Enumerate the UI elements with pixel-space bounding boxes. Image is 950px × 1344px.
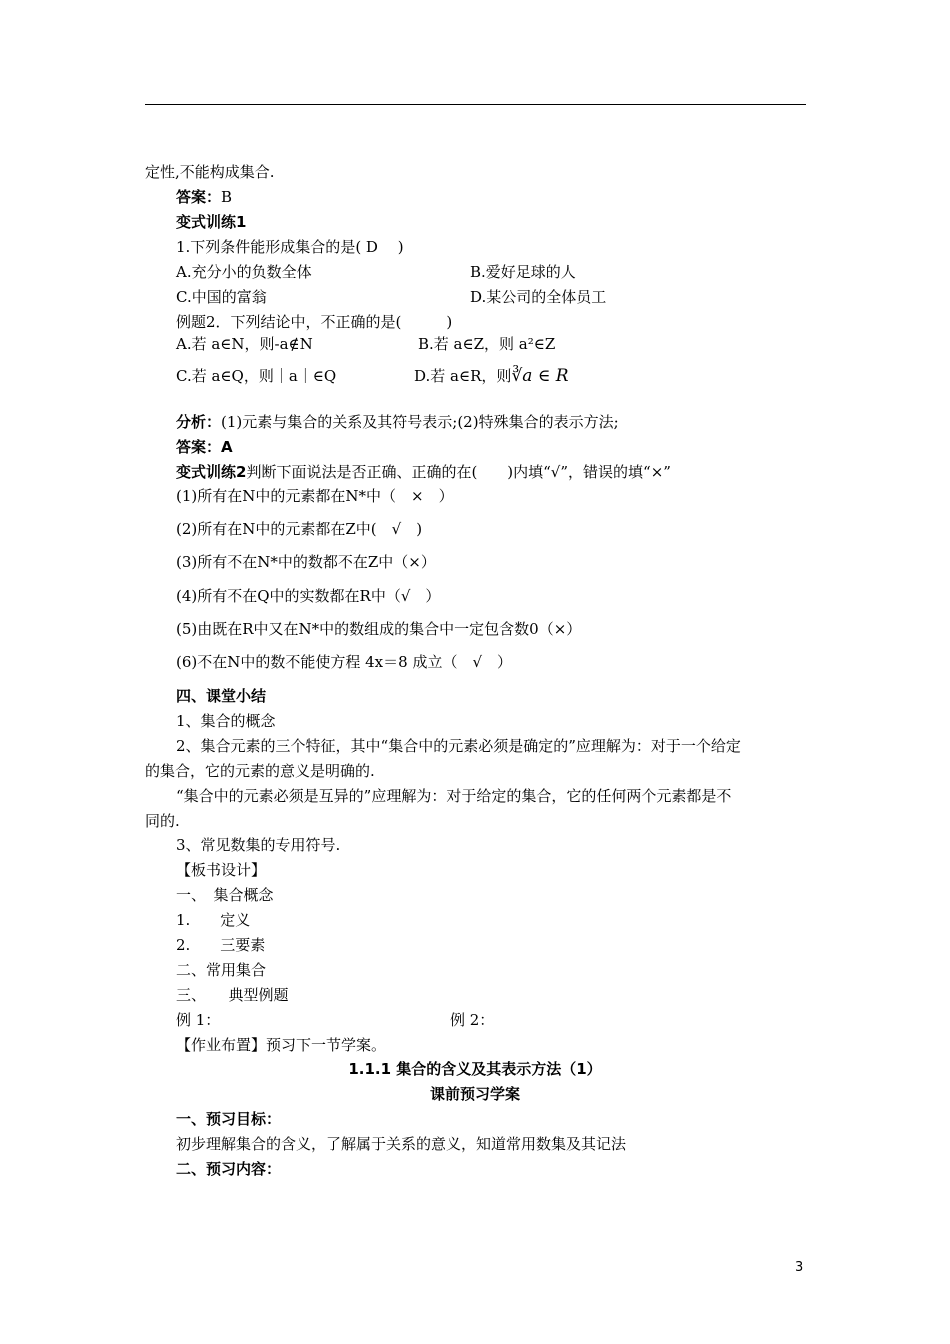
judgement-item: (5)由既在R中又在N*中的数组成的集合中一定包含数0（×）	[176, 620, 582, 638]
board-example-1: 例 1：	[176, 1011, 221, 1029]
judgement-item: (2)所有在N中的元素都在Z中( √ )	[176, 520, 423, 538]
text-line: 定性,不能构成集合.	[145, 163, 275, 181]
option-b: B.若 a∈Z，则 a²∈Z	[418, 335, 556, 353]
answer-label: 答案：	[176, 188, 222, 206]
option-d: D.某公司的全体员工	[470, 288, 607, 306]
page-number: 3	[795, 1260, 804, 1275]
option-b: B.爱好足球的人	[470, 263, 576, 281]
analysis-text: (1)元素与集合的关系及其符号表示;(2)特殊集合的表示方法;	[221, 413, 619, 431]
judgement-item: (1)所有在N中的元素都在N*中（ × ）	[176, 487, 454, 505]
exercise-label: 变式训练2	[176, 463, 247, 481]
option-d	[414, 366, 569, 386]
section-heading: 变式训练1	[176, 213, 247, 231]
lesson-title: 1.1.1 集合的含义及其表示方法（1）	[348, 1060, 602, 1078]
judgement-item: (6)不在N中的数不能使方程 4x＝8 成立（ √ ）	[176, 653, 513, 671]
option-c: C.中国的富翁	[176, 288, 267, 306]
text-line: 3、常见数集的专用符号.	[176, 836, 341, 854]
board-item: 一、 集合概念	[176, 886, 274, 904]
board-design-heading: 【板书设计】	[176, 861, 267, 879]
text-line: 1、集合的概念	[176, 712, 276, 730]
text-line: 2、集合元素的三个特征，其中“集合中的元素必须是确定的”应理解为：对于一个给定	[176, 737, 741, 755]
section-heading: 二、预习内容：	[176, 1160, 282, 1178]
text-line: 的集合，它的元素的意义是明确的.	[145, 762, 375, 780]
text-line: 同的.	[145, 812, 180, 830]
header-rule	[145, 104, 806, 105]
question: 1.下列条件能形成集合的是( D )	[176, 238, 404, 256]
lesson-subtitle: 课前预习学案	[429, 1085, 520, 1103]
exercise-line	[176, 462, 671, 482]
example-question: 例题2．下列结论中，不正确的是( )	[176, 313, 453, 331]
analysis-line	[176, 412, 619, 432]
answer-line	[176, 187, 232, 207]
cube-root-formula: ∛a ∈ R	[511, 366, 569, 386]
homework-line: 【作业布置】预习下一节学案。	[176, 1036, 387, 1054]
option-c: C.若 a∈Q，则｜a｜∈Q	[176, 367, 337, 385]
option-a: A.若 a∈N，则-a∉N	[176, 335, 313, 353]
section-heading: 一、预习目标：	[176, 1110, 282, 1128]
board-item: 2. 三要素	[176, 936, 266, 954]
analysis-label: 分析：	[176, 413, 222, 431]
board-item: 二、常用集合	[176, 961, 267, 979]
answer-value: B	[221, 188, 233, 206]
judgement-item: (3)所有不在N*中的数都不在Z中（×）	[176, 553, 436, 571]
judgement-item: (4)所有不在Q中的实数都在R中（√ ）	[176, 587, 441, 605]
answer-line: 答案：A	[176, 438, 233, 456]
board-item: 1. 定义	[176, 911, 251, 929]
board-example-2: 例 2：	[450, 1011, 495, 1029]
board-item: 三、 典型例题	[176, 986, 289, 1004]
option-a: A.充分小的负数全体	[176, 263, 312, 281]
text-line: 初步理解集合的含义，了解属于关系的意义，知道常用数集及其记法	[176, 1135, 627, 1153]
section-heading: 四、课堂小结	[176, 687, 267, 705]
option-d-text: D.若 a∈R，则	[414, 367, 512, 385]
text-line: “集合中的元素必须是互异的”应理解为：对于给定的集合，它的任何两个元素都是不	[176, 787, 732, 805]
exercise-text: 判断下面说法是否正确、正确的在( )内填“√”，错误的填“×”	[246, 463, 671, 481]
